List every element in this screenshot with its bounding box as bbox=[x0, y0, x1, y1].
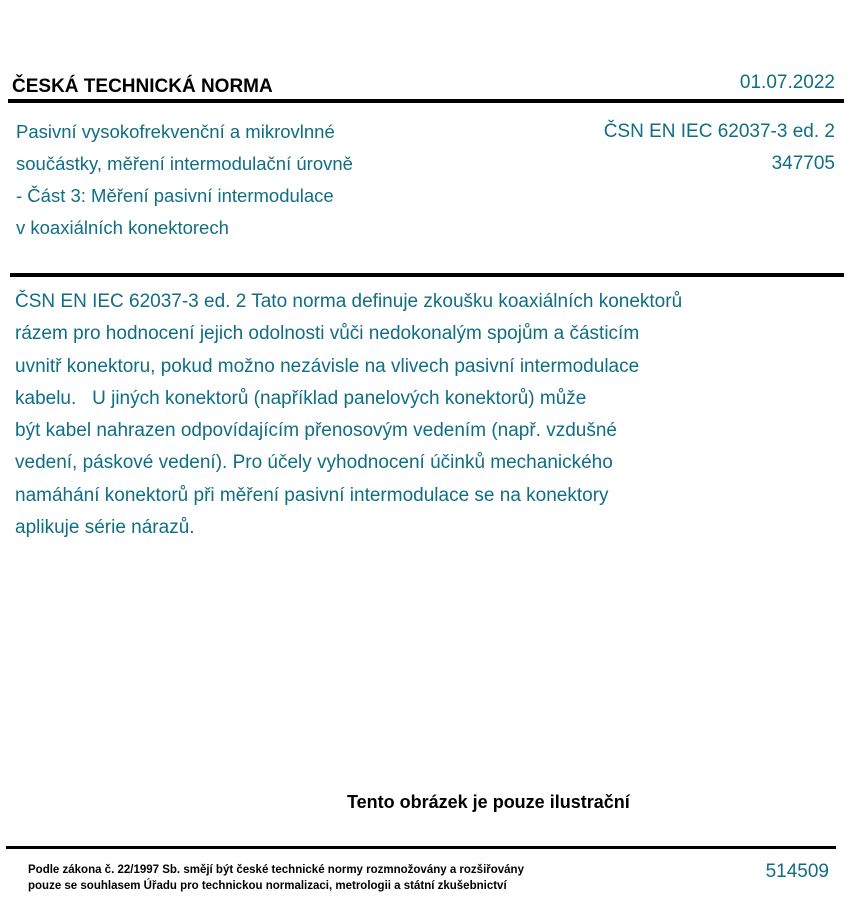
abstract-line: kabelu. U jiných konektorů (například panelových konektorů) může bbox=[15, 387, 587, 409]
abstract-line: uvnitř konektoru, pokud možno nezávisle na vlivech pasivní intermodulace bbox=[15, 355, 640, 377]
illustration-notice: Tento obrázek je pouze ilustrační bbox=[347, 792, 630, 812]
document-type-heading: ČESKÁ TECHNICKÁ NORMA bbox=[12, 76, 273, 97]
standard-designation: ČSN EN IEC 62037-3 ed. 2 bbox=[603, 121, 835, 142]
abstract-line: vedení, páskové vedení). Pro účely vyhodnocení účinků mechanického bbox=[15, 452, 613, 474]
footer-divider bbox=[6, 846, 836, 849]
abstract-line: být kabel nahrazen odpovídajícím přenosovým vedením (např. vzdušné bbox=[15, 420, 617, 442]
legal-notice-line: pouze se souhlasem Úřadu pro technickou normalizaci, metrologii a státní zkušebnictví bbox=[28, 880, 507, 892]
standard-title bbox=[16, 116, 436, 244]
standard-codes bbox=[604, 116, 835, 180]
classification-code: 347705 bbox=[771, 153, 835, 174]
abstract-line: aplikuje série nárazů. bbox=[15, 517, 195, 539]
standard-title-line: Pasivní vysokofrekvenční a mikrovlnné bbox=[16, 121, 335, 142]
catalog-number: 514509 bbox=[765, 861, 829, 882]
abstract-text bbox=[15, 286, 815, 544]
publication-date: 01.07.2022 bbox=[739, 72, 835, 93]
standard-title-line: v koaxiálních konektorech bbox=[16, 217, 229, 238]
legal-notice-line: Podle zákona č. 22/1997 Sb. smějí být české technické normy rozmnožovány a rozšiřovány bbox=[28, 864, 524, 876]
header-divider bbox=[8, 99, 844, 103]
standard-title-line: součástky, měření intermodulační úrovně bbox=[16, 153, 353, 174]
standard-title-line: - Část 3: Měření pasivní intermodulace bbox=[16, 185, 334, 206]
abstract-line: ČSN EN IEC 62037-3 ed. 2 Tato norma definuje zkoušku koaxiálních konektorů bbox=[15, 291, 683, 312]
abstract-line: rázem pro hodnocení jejich odolnosti vůči nedokonalým spojům a částicím bbox=[15, 323, 640, 345]
abstract-line: namáhání konektorů při měření pasivní intermodulace se na konektory bbox=[15, 484, 609, 506]
legal-notice bbox=[28, 862, 524, 894]
title-divider bbox=[10, 273, 844, 277]
